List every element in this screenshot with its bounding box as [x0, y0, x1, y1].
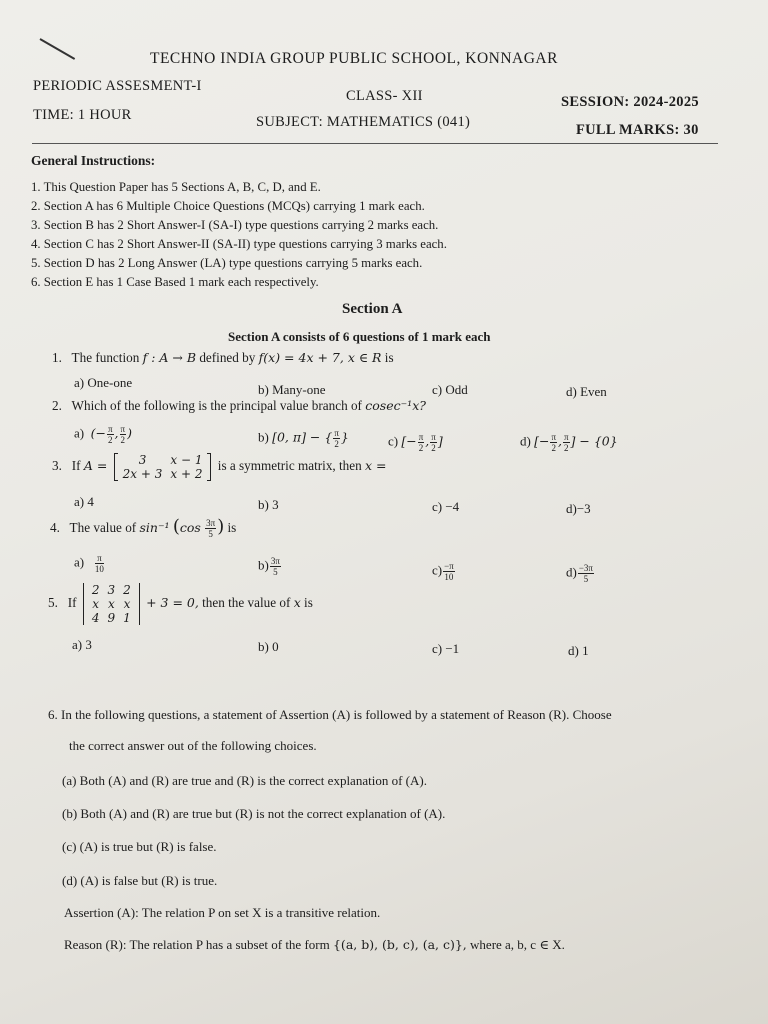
- question-text: is a symmetric matrix, then: [217, 458, 362, 474]
- numerator: π: [95, 553, 104, 564]
- fraction: [578, 563, 594, 584]
- numerator: −3π: [578, 563, 593, 573]
- choice-d: (d) (A) is false but (R) is true.: [62, 873, 218, 888]
- question-6-line: 6. In the following questions, a statement of Assertion (A) is followed by a statement of Reason (R). Choose: [48, 707, 612, 722]
- fraction: [120, 424, 127, 445]
- question-text: The function: [71, 350, 140, 365]
- question-2: [52, 398, 426, 414]
- question-text: If: [67, 595, 77, 611]
- choice-c: (c) (A) is true but (R) is false.: [62, 839, 217, 854]
- denominator: 2: [418, 443, 424, 453]
- option-d: d)−3: [566, 501, 591, 516]
- matrix-cell: 3: [138, 453, 147, 467]
- question-number: 4.: [50, 520, 60, 535]
- matrix-a: [114, 453, 212, 481]
- option-label: b): [258, 429, 269, 445]
- time-label: TIME: 1 HOUR: [33, 107, 132, 123]
- choice-a: (a) Both (A) and (R) are true and (R) is the correct explanation of (A).: [62, 773, 427, 788]
- option-c: [432, 561, 456, 582]
- math-symbol: ,: [558, 433, 562, 449]
- denominator: 5: [273, 567, 278, 577]
- question-5: [48, 583, 313, 625]
- reason-text: Reason (R): The relation P has a subset of the form: [64, 937, 330, 952]
- option-c: c) −1: [432, 641, 460, 656]
- numerator: −π: [444, 561, 454, 571]
- numerator: π: [431, 432, 436, 442]
- question-text: then the value of: [202, 595, 291, 611]
- matrix-cell: x: [123, 597, 131, 611]
- assessment-title: PERIODIC ASSESMENT-I: [33, 78, 202, 94]
- matrix-cell: 2: [123, 583, 131, 597]
- fraction: [107, 424, 114, 445]
- fraction: [333, 428, 340, 449]
- math-expression: cosec⁻¹x?: [365, 398, 426, 413]
- fraction: [550, 432, 557, 453]
- question-text: is: [227, 520, 237, 535]
- math-symbol: (: [172, 516, 180, 537]
- denominator: 2: [551, 443, 556, 453]
- option-a: [74, 553, 105, 574]
- question-text: is: [304, 595, 313, 611]
- matrix-cell: x: [92, 597, 100, 611]
- denominator: 10: [94, 564, 104, 574]
- reason: [64, 937, 565, 953]
- math-expression: x =: [365, 458, 387, 474]
- numerator: π: [334, 428, 339, 438]
- matrix-cell: 4: [91, 611, 100, 625]
- denominator: 2: [108, 435, 113, 445]
- math-expression: [0, π] − {: [272, 429, 333, 445]
- option-d: d) 1: [568, 643, 589, 658]
- numerator: 3π: [206, 518, 216, 529]
- math-symbol: −: [95, 425, 106, 441]
- option-d: [520, 432, 618, 453]
- question-1: [52, 350, 394, 366]
- instruction-item: 5. Section D has 2 Long Answer (LA) type questions carrying 5 marks each.: [31, 256, 423, 270]
- matrix-cell: 3: [107, 583, 116, 597]
- question-3: [52, 453, 387, 481]
- option-b: b) Many-one: [258, 382, 326, 397]
- denominator: 5: [208, 529, 213, 540]
- section-title: Section A: [342, 301, 403, 317]
- question-number: 2.: [52, 398, 62, 413]
- numerator: π: [564, 432, 569, 442]
- instruction-item: 2. Section A has 6 Multiple Choice Questions (MCQs) carrying 1 mark each.: [31, 199, 425, 213]
- fraction: [95, 553, 104, 574]
- math-expression: A =: [83, 458, 108, 474]
- math-symbol: (: [90, 425, 96, 441]
- question-number: 3.: [52, 458, 62, 474]
- fraction: [443, 561, 455, 582]
- question-number: 5.: [48, 595, 58, 611]
- matrix-cell: x + 2: [170, 467, 203, 481]
- option-c: c) −4: [432, 499, 460, 514]
- matrix-cell: 2: [91, 583, 100, 597]
- math-expression: {(a, b), (b, c), (a, c)},: [332, 937, 467, 952]
- fraction: [418, 432, 425, 453]
- session-label: SESSION: 2024-2025: [561, 94, 699, 110]
- matrix-cell: 9: [107, 611, 116, 625]
- denominator: 5: [583, 574, 589, 584]
- fraction: [563, 432, 570, 453]
- reason-text: where a, b, c ∈ X.: [470, 937, 565, 952]
- math-symbol: ): [127, 425, 132, 441]
- instruction-item: 1. This Question Paper has 5 Sections A, B, C, D, and E.: [31, 180, 321, 194]
- denominator: 10: [444, 572, 454, 582]
- option-label: b): [258, 557, 269, 573]
- denominator: 2: [120, 435, 126, 445]
- question-text: Which of the following is the principal value branch of: [71, 398, 362, 413]
- instructions-title: General Instructions:: [31, 153, 156, 168]
- math-expression: + 3 = 0,: [146, 595, 199, 611]
- section-subtitle: Section A consists of 6 questions of 1 mark each: [228, 329, 491, 344]
- math-symbol: }: [340, 429, 349, 445]
- fraction: [430, 432, 437, 453]
- school-name: TECHNO INDIA GROUP PUBLIC SCHOOL, KONNAGAR: [150, 50, 558, 67]
- option-a: [74, 424, 132, 445]
- math-expression: sin⁻¹: [139, 520, 170, 535]
- question-text: The value of: [69, 520, 137, 535]
- option-label: c): [432, 562, 443, 578]
- matrix-grid: [119, 453, 207, 481]
- option-c: c) Odd: [432, 382, 468, 397]
- determinant: [83, 583, 140, 625]
- header-divider: [32, 143, 718, 144]
- math-symbol: [: [401, 433, 407, 449]
- numerator: π: [418, 432, 424, 442]
- numerator: 3π: [270, 556, 280, 566]
- math-symbol: ): [217, 516, 225, 537]
- math-expression: ] − {0}: [570, 433, 618, 449]
- option-d: [566, 563, 595, 584]
- question-number: 1.: [52, 350, 62, 365]
- matrix-cell: x: [107, 597, 115, 611]
- instruction-item: 6. Section E has 1 Case Based 1 mark each respectively.: [31, 275, 319, 289]
- full-marks-label: FULL MARKS: 30: [576, 122, 699, 138]
- question-text: defined by: [199, 350, 256, 365]
- math-expression: x: [293, 595, 301, 611]
- numerator: π: [551, 432, 557, 442]
- pen-mark: [40, 38, 76, 60]
- math-symbol: [: [534, 433, 539, 449]
- option-c: [388, 432, 443, 453]
- matrix-cell: 2x + 3: [122, 467, 163, 481]
- denominator: 2: [334, 439, 339, 449]
- question-text: is: [384, 350, 394, 365]
- math-expression: cos: [179, 520, 201, 535]
- option-label: a): [74, 425, 85, 441]
- option-b: b) 3: [258, 497, 279, 512]
- numerator: π: [107, 424, 113, 434]
- option-a: a) 3: [72, 637, 92, 652]
- matrix-cell: x − 1: [170, 453, 203, 467]
- option-d: d) Even: [566, 384, 607, 399]
- instructions-list: [31, 178, 447, 292]
- assertion: Assertion (A): The relation P on set X is a transitive relation.: [64, 905, 381, 920]
- option-a: a) 4: [74, 494, 94, 509]
- choice-b: (b) Both (A) and (R) are true but (R) is not the correct explanation of (A).: [62, 806, 446, 821]
- option-label: a): [74, 554, 85, 570]
- instruction-item: 3. Section B has 2 Short Answer-I (SA-I) type questions carrying 2 marks each.: [31, 218, 439, 232]
- option-label: d): [520, 433, 531, 449]
- math-symbol: ,: [114, 425, 119, 441]
- math-expression: f : A → B: [142, 350, 197, 365]
- option-b: b) 0: [258, 639, 279, 654]
- question-text: If: [71, 458, 81, 474]
- option-label: d): [566, 564, 577, 580]
- subject-label: SUBJECT: MATHEMATICS (041): [256, 114, 471, 130]
- math-expression: f(x) = 4x + 7, x ∈ R: [258, 350, 382, 365]
- numerator: π: [120, 424, 126, 434]
- matrix-grid: [88, 583, 135, 625]
- option-b: [258, 556, 282, 577]
- math-symbol: −: [406, 433, 417, 449]
- option-a: a) One-one: [74, 375, 133, 390]
- denominator: 2: [431, 443, 436, 453]
- option-label: c): [388, 433, 399, 449]
- denominator: 2: [564, 443, 569, 453]
- instruction-item: 4. Section C has 2 Short Answer-II (SA-II) type questions carrying 3 marks each.: [31, 237, 447, 251]
- option-b: [258, 428, 349, 449]
- math-symbol: ,: [425, 433, 430, 449]
- matrix-cell: 1: [123, 611, 131, 625]
- question-4: [50, 516, 236, 539]
- question-6-line: the correct answer out of the following choices.: [69, 738, 317, 753]
- class-label: CLASS- XII: [346, 88, 423, 104]
- math-symbol: −: [538, 433, 550, 449]
- fraction: [270, 556, 281, 577]
- fraction: [205, 518, 216, 539]
- math-symbol: ]: [437, 433, 443, 449]
